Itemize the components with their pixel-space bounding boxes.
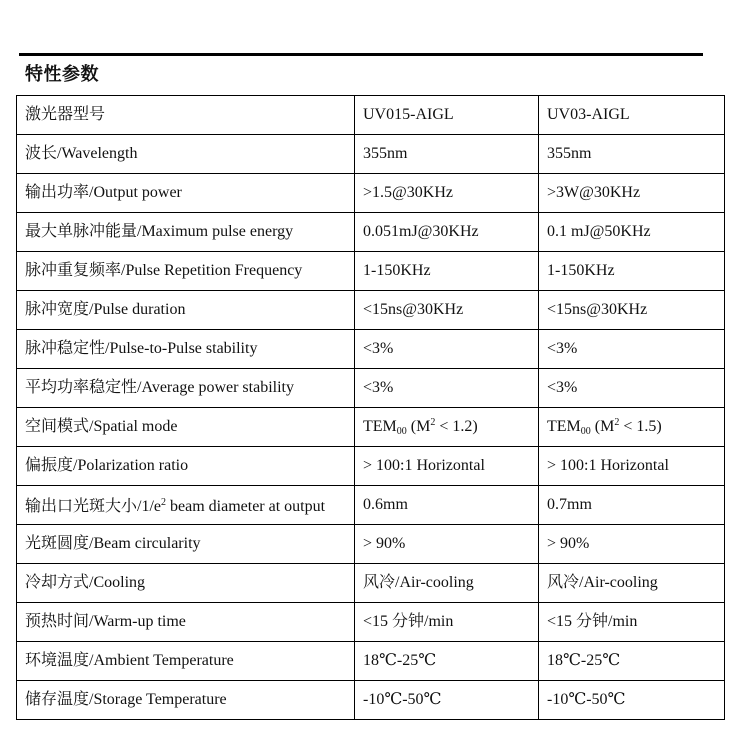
model-a-value: 0.051mJ@30KHz [355,213,539,252]
table-row [17,603,725,642]
m-open: (M [406,417,431,435]
model-a-value: > 90% [355,525,539,564]
model-a-value: <3% [355,330,539,369]
param-label: 平均功率稳定性/Average power stability [17,369,355,408]
param-label: 输出功率/Output power [17,174,355,213]
param-label: 脉冲重复频率/Pulse Repetition Frequency [17,252,355,291]
beam-diameter-prefix: 输出口光斑大小/1/e [25,498,161,515]
param-label: 脉冲宽度/Pulse duration [17,291,355,330]
param-label: 冷却方式/Cooling [17,564,355,603]
model-b-value: 0.7mm [539,486,725,525]
model-b-value: >3W@30KHz [539,174,725,213]
model-b-value: 1-150KHz [539,252,725,291]
model-a-value: > 100:1 Horizontal [355,447,539,486]
table-row [17,447,725,486]
model-a-value: 1-150KHz [355,252,539,291]
param-label: 储存温度/Storage Temperature [17,681,355,720]
model-b-value: <3% [539,369,725,408]
table-row [17,291,725,330]
model-a-value: 355nm [355,135,539,174]
model-a-value: 0.6mm [355,486,539,525]
model-a-value [355,408,539,447]
table-row [17,408,725,447]
param-label [17,486,355,525]
param-label: 最大单脉冲能量/Maximum pulse energy [17,213,355,252]
param-label: 预热时间/Warm-up time [17,603,355,642]
model-a-value: <15ns@30KHz [355,291,539,330]
e-superscript: 2 [161,497,166,508]
model-a-value: UV015-AIGL [355,96,539,135]
tem-prefix: TEM [547,417,581,435]
tem-subscript: 00 [580,425,591,437]
table-row [17,213,725,252]
table-row [17,486,725,525]
tem-subscript: 00 [396,425,407,437]
table-row [17,369,725,408]
param-label: 光斑圆度/Beam circularity [17,525,355,564]
model-b-value: -10℃-50℃ [539,681,725,720]
table-row [17,96,725,135]
m-close: < 1.5) [619,417,662,435]
m-superscript: 2 [430,416,436,428]
specifications-table [16,95,725,720]
param-label: 激光器型号 [17,96,355,135]
model-a-value: <3% [355,369,539,408]
model-a-value: <15 分钟/min [355,603,539,642]
model-a-value: -10℃-50℃ [355,681,539,720]
table-row [17,564,725,603]
section-title: 特性参数 [25,64,99,85]
model-b-value: <15 分钟/min [539,603,725,642]
beam-diameter-suffix: beam diameter at output [166,498,326,515]
table-row [17,174,725,213]
model-b-value: UV03-AIGL [539,96,725,135]
model-b-value: 355nm [539,135,725,174]
top-rule [19,53,703,56]
param-label: 环境温度/Ambient Temperature [17,642,355,681]
param-label: 波长/Wavelength [17,135,355,174]
m-superscript: 2 [614,416,620,428]
table-row [17,252,725,291]
table-row [17,525,725,564]
model-a-value: 18℃-25℃ [355,642,539,681]
m-open: (M [590,417,615,435]
m-close: < 1.2) [435,417,478,435]
model-b-value: 18℃-25℃ [539,642,725,681]
table-row [17,681,725,720]
table-row [17,330,725,369]
model-a-value: >1.5@30KHz [355,174,539,213]
model-b-value: > 100:1 Horizontal [539,447,725,486]
model-b-value [539,408,725,447]
model-b-value: > 90% [539,525,725,564]
table-row [17,642,725,681]
param-label: 偏振度/Polarization ratio [17,447,355,486]
model-a-value: 风冷/Air-cooling [355,564,539,603]
table-row [17,135,725,174]
model-b-value: <15ns@30KHz [539,291,725,330]
model-b-value: 风冷/Air-cooling [539,564,725,603]
model-b-value: <3% [539,330,725,369]
model-b-value: 0.1 mJ@50KHz [539,213,725,252]
param-label: 脉冲稳定性/Pulse-to-Pulse stability [17,330,355,369]
tem-prefix: TEM [363,417,397,435]
param-label: 空间模式/Spatial mode [17,408,355,447]
